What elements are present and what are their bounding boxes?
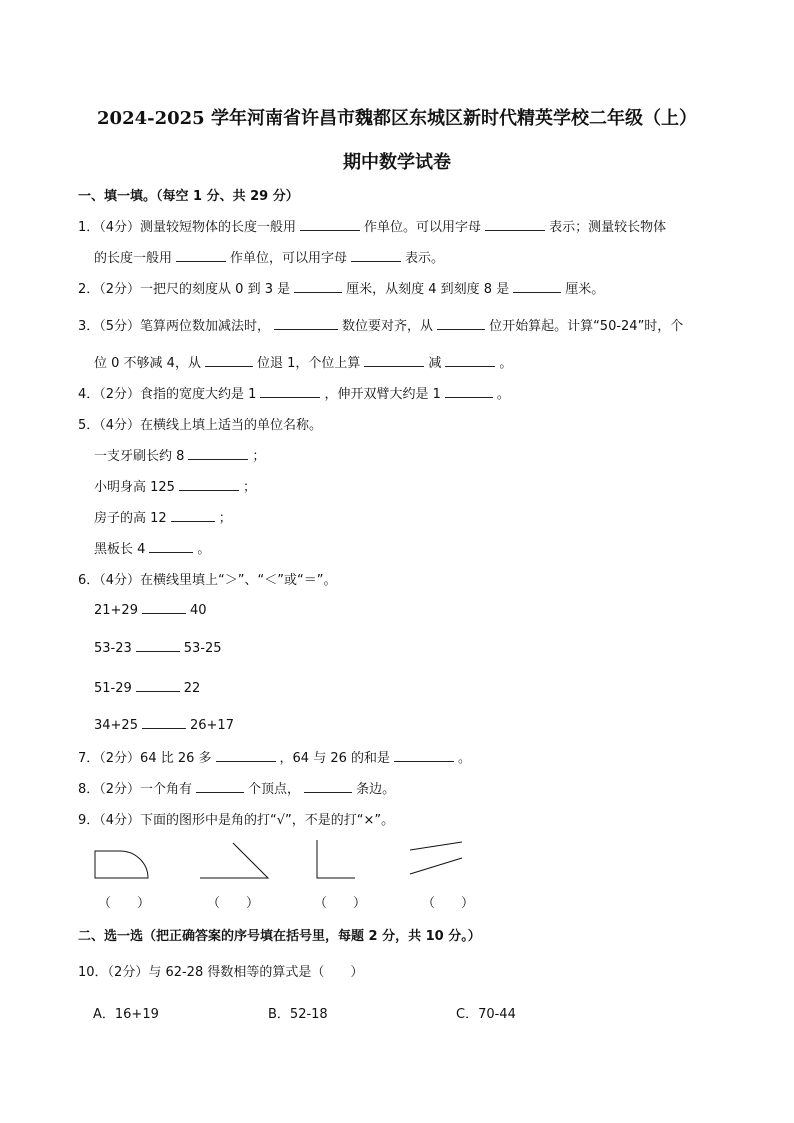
- text: ；: [218, 511, 232, 526]
- figure-angle-open: [198, 840, 270, 880]
- answer-blank[interactable]: [351, 249, 401, 262]
- answer-blank[interactable]: [176, 249, 226, 262]
- option-a[interactable]: A．16+19: [93, 1007, 159, 1022]
- answer-blank[interactable]: [142, 601, 186, 614]
- text: 小明身高 125: [94, 480, 175, 495]
- answer-blank[interactable]: [445, 354, 495, 367]
- question-5-item-3: [94, 507, 232, 526]
- answer-blank[interactable]: [136, 679, 180, 692]
- text: 3．（5分）笔算两位数加减法时，: [78, 319, 271, 334]
- text: 2．（2分）一把尺的刻度从 0 到 3 是: [78, 282, 291, 297]
- answer-blank[interactable]: [274, 317, 338, 330]
- text: ，伸开双臂大约是 1: [324, 387, 441, 402]
- text: 40: [189, 603, 207, 618]
- text: 51-29: [94, 681, 132, 696]
- text: 。: [458, 751, 472, 766]
- text: 26+17: [189, 718, 234, 733]
- question-5-item-4: [94, 538, 210, 557]
- text: 表示。: [405, 251, 445, 266]
- option-b[interactable]: B．52-18: [268, 1007, 328, 1022]
- text: 厘米，从刻度 4 到刻度 8 是: [346, 282, 510, 297]
- option-c[interactable]: C．70-44: [456, 1007, 516, 1022]
- text: 减: [428, 356, 442, 371]
- answer-parentheses[interactable]: （ ）: [98, 896, 151, 911]
- answer-blank[interactable]: [485, 218, 545, 231]
- text: ；: [242, 480, 256, 495]
- answer-blank[interactable]: [216, 749, 276, 762]
- question-3-line-2: [94, 352, 512, 371]
- text: 数位要对齐，从: [342, 319, 434, 334]
- question-7: [78, 747, 471, 766]
- answer-blank[interactable]: [149, 540, 193, 553]
- section-1-heading: 一、填一填。（每空 1 分、共 29 分）: [78, 189, 299, 204]
- answer-parentheses[interactable]: （ ）: [314, 896, 367, 911]
- answer-blank[interactable]: [294, 280, 342, 293]
- text: 1．（4分）测量较短物体的长度一般用: [78, 220, 297, 235]
- page-subtitle: 期中数学试卷: [343, 152, 451, 173]
- question-8: [78, 778, 395, 797]
- text: 。: [496, 387, 510, 402]
- answer-blank[interactable]: [205, 354, 253, 367]
- answer-blank[interactable]: [304, 780, 352, 793]
- question-5-item-1: [94, 445, 265, 464]
- text: 53-25: [183, 641, 222, 656]
- figure-right-angle: [313, 838, 359, 880]
- figure-two-lines: [404, 838, 468, 878]
- answer-parentheses[interactable]: （ ）: [207, 896, 260, 911]
- question-2: [78, 278, 604, 297]
- text: 厘米。: [565, 282, 605, 297]
- answer-parentheses[interactable]: （ ）: [422, 896, 475, 911]
- text: 作单位。可以用字母: [364, 220, 482, 235]
- answer-blank[interactable]: [260, 385, 320, 398]
- question-1-line-2: [94, 247, 444, 266]
- question-9-stem: 9．（4分）下面的图形中是角的打“√”，不是的打“×”。: [78, 813, 395, 828]
- text: 一支牙刷长约 8: [94, 449, 185, 464]
- question-6-expr-2: [94, 639, 222, 656]
- text: 53-23: [94, 641, 132, 656]
- text: 位开始算起。计算“50-24”时，个: [489, 319, 684, 334]
- answer-blank[interactable]: [188, 447, 248, 460]
- question-4: [78, 383, 510, 402]
- page-title: 2024-2025 学年河南省许昌市魏都区东城区新时代精英学校二年级（上）: [97, 108, 697, 129]
- answer-blank[interactable]: [171, 509, 215, 522]
- text: 条边。: [356, 782, 396, 797]
- text: 表示；测量较长物体: [549, 220, 667, 235]
- question-6-expr-4: [94, 716, 234, 733]
- answer-blank[interactable]: [513, 280, 561, 293]
- question-10-stem: 10．（2分）与 62-28 得数相等的算式是（ ）: [78, 965, 364, 980]
- answer-blank[interactable]: [196, 780, 244, 793]
- answer-blank[interactable]: [179, 478, 239, 491]
- text: 个顶点，: [248, 782, 301, 797]
- answer-blank[interactable]: [445, 385, 493, 398]
- text: 位退 1，个位上算: [256, 356, 361, 371]
- text: 作单位，可以用字母: [230, 251, 348, 266]
- question-6-expr-1: [94, 601, 207, 618]
- text: 22: [183, 681, 201, 696]
- answer-blank[interactable]: [437, 317, 485, 330]
- text: 房子的高 12: [94, 511, 167, 526]
- section-2-heading: 二、选一选（把正确答案的序号填在括号里，每题 2 分，共 10 分。）: [78, 929, 481, 944]
- text: 的长度一般用: [94, 251, 173, 266]
- text: 8．（2分）一个角有: [78, 782, 193, 797]
- text: 7．（2分）64 比 26 多: [78, 751, 212, 766]
- answer-blank[interactable]: [394, 749, 454, 762]
- text: 。: [499, 356, 513, 371]
- text: ；: [252, 449, 266, 464]
- question-6-stem: 6．（4分）在横线里填上“＞”、“＜”或“＝”。: [78, 573, 337, 588]
- text: 。: [197, 542, 211, 557]
- question-3-line-1: [78, 315, 683, 334]
- answer-blank[interactable]: [300, 218, 360, 231]
- text: 黑板长 4: [94, 542, 146, 557]
- question-5-stem: 5．（4分）在横线上填上适当的单位名称。: [78, 418, 323, 433]
- answer-blank[interactable]: [136, 639, 180, 652]
- question-6-expr-3: [94, 679, 200, 696]
- text: 34+25: [94, 718, 138, 733]
- question-5-item-2: [94, 476, 256, 495]
- text: 位 0 不够减 4，从: [94, 356, 201, 371]
- answer-blank[interactable]: [364, 354, 424, 367]
- figure-curve-shape: [90, 845, 160, 881]
- text: ，64 与 26 的和是: [279, 751, 391, 766]
- text: 21+29: [94, 603, 138, 618]
- text: 4．（2分）食指的宽度大约是 1: [78, 387, 257, 402]
- answer-blank[interactable]: [142, 716, 186, 729]
- question-1-line-1: [78, 216, 666, 235]
